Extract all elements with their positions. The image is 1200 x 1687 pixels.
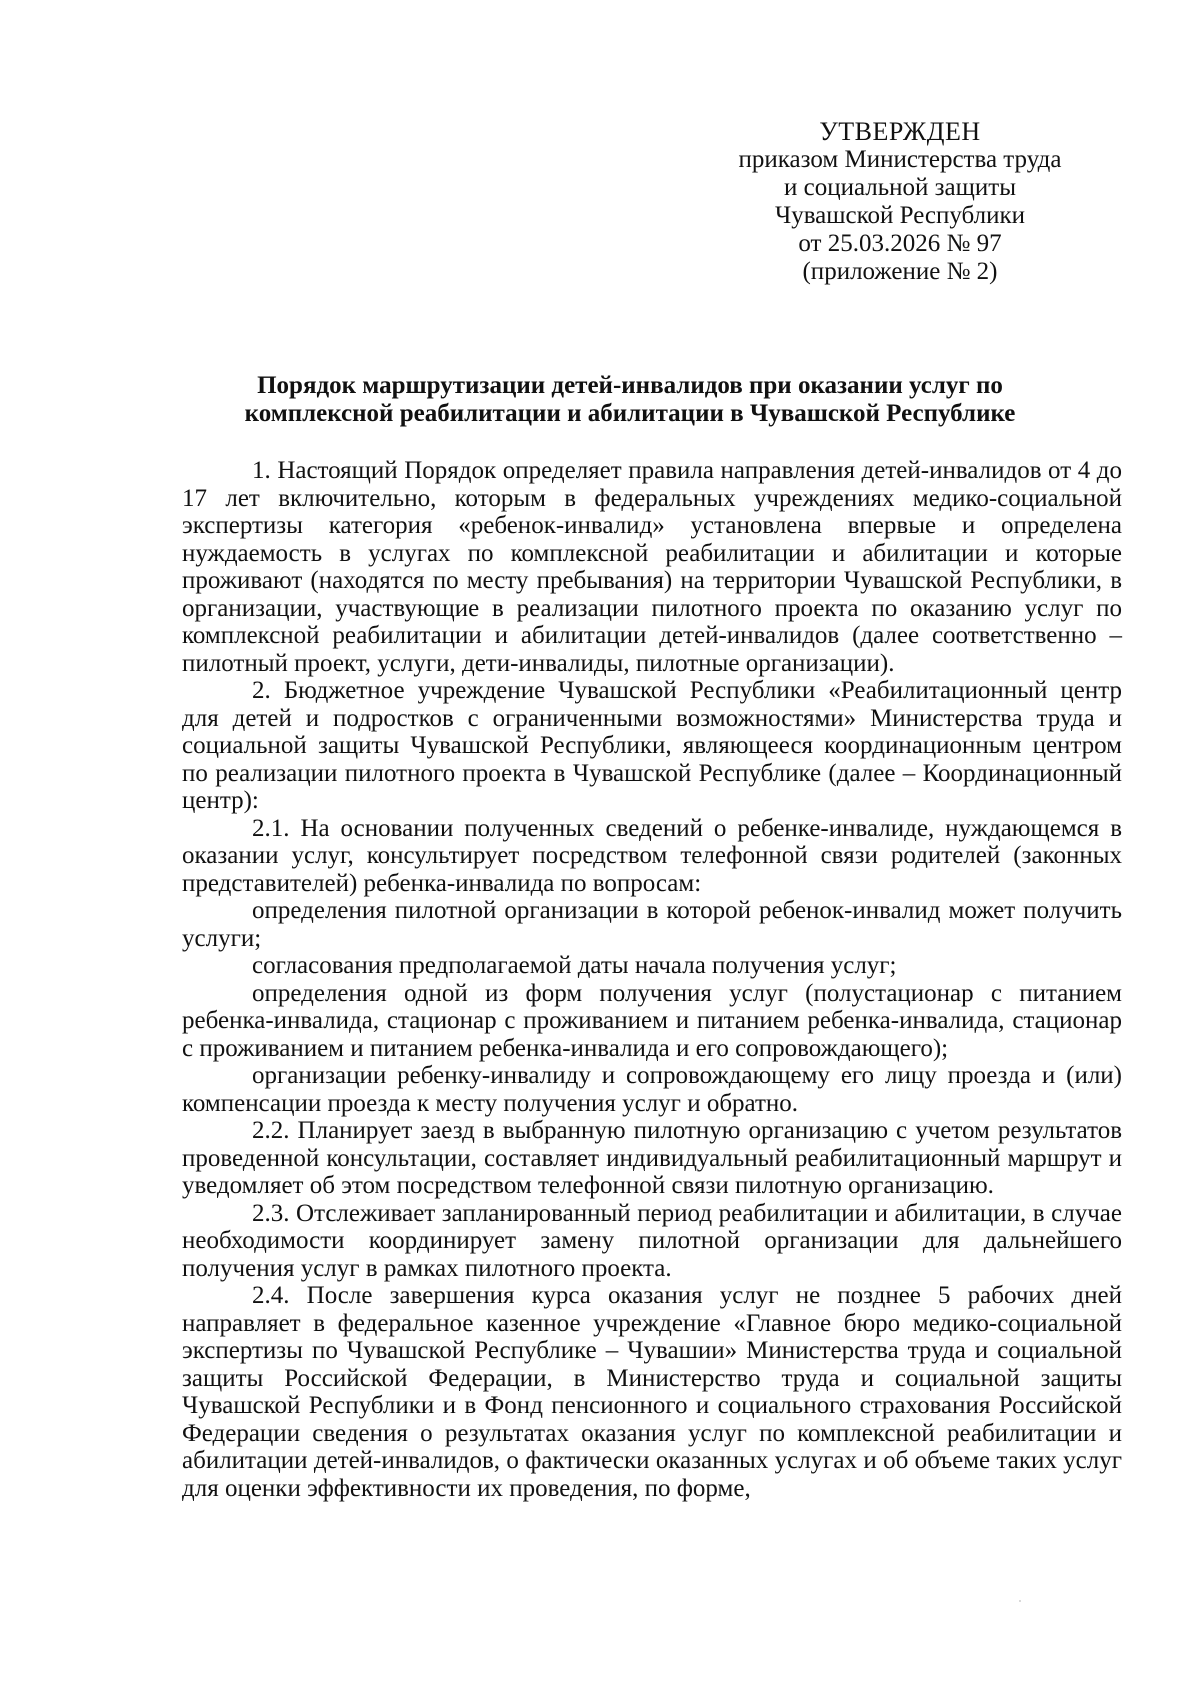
scan-artifact-dot (1019, 1600, 1021, 1602)
list-item: определения одной из форм получения услуг (полустационар с питанием ребенка-инвалида, стационар с проживанием и питанием ребенка-инвалида, стационар с проживанием и питанием ребенка-инвалида и его сопровождающего); (182, 979, 1122, 1062)
approval-appendix-note: (приложение № 2) (802, 258, 998, 285)
list-item: согласования предполагаемой даты начала получения услуг; (252, 952, 897, 979)
document-title-line: комплексной реабилитации и абилитации в Чувашской Республике (244, 400, 1016, 427)
approval-line: и социальной защиты (783, 174, 1016, 201)
list-item: организации ребенку-инвалиду и сопровождающему его лицу проезда и (или) компенсации проезда к месту получения услуг и обратно. (182, 1062, 1122, 1117)
document-title (180, 372, 1080, 428)
paragraph-2: 2. Бюджетное учреждение Чувашской Республики «Реабилитационный центр для детей и подростков с ограниченными возможностями» Министерства труда и социальной защиты Чувашской Республики, являющееся координационным центром по реализации пилотного проекта в Чувашской Республике (далее – Координационный центр): (182, 677, 1122, 814)
approval-line: приказом Министерства труда (738, 146, 1062, 173)
document-body (182, 457, 1122, 1502)
list-item: определения пилотной организации в которой ребенок-инвалид может получить услуги; (182, 897, 1122, 952)
paragraph-2-1: 2.1. На основании полученных сведений о ребенке-инвалиде, нуждающемся в оказании услуг, консультирует посредством телефонной связи родителей (законных представителей) ребенка-инвалида по вопросам: (182, 814, 1122, 897)
approval-line: Чувашской Республики (774, 202, 1026, 229)
approval-title: УТВЕРЖДЕН (819, 117, 981, 146)
document-title-line: Порядок маршрутизации детей-инвалидов при оказании услуг по (257, 372, 1003, 399)
paragraph-1: 1. Настоящий Порядок определяет правила направления детей-инвалидов от 4 до 17 лет включительно, которым в федеральных учреждениях медико-социальной экспертизы категория «ребенок-инвалид» установлена впервые и определена нуждаемость в услугах по комплексной реабилитации и абилитации и которые проживают (находятся по месту пребывания) на территории Чувашской Республики, в организации, участвующие в реализации пилотного проекта по оказанию услуг по комплексной реабилитации и абилитации детей-инвалидов (далее соответственно – пилотный проект, услуги, дети-инвалиды, пилотные организации). (182, 457, 1122, 677)
paragraph-2-2: 2.2. Планирует заезд в выбранную пилотную организацию с учетом результатов проведенной консультации, составляет индивидуальный реабилитационный маршрут и уведомляет об этом посредством телефонной связи пилотную организацию. (182, 1117, 1122, 1199)
approval-stamp-block (700, 118, 1100, 286)
paragraph-2-3: 2.3. Отслеживает запланированный период реабилитации и абилитации, в случае необходимости координирует замену пилотной организации для дальнейшего получения услуг в рамках пилотного проекта. (182, 1199, 1122, 1282)
paragraph-2-4: 2.4. После завершения курса оказания услуг не позднее 5 рабочих дней направляет в федеральное казенное учреждение «Главное бюро медико-социальной экспертизы по Чувашской Республике – Чувашии» Министерства труда и социальной защиты Российской Федерации, в Министерство труда и социальной защиты Чувашской Республики и в Фонд пенсионного и социального страхования Российской Федерации сведения о результатах оказания услуг по комплексной реабилитации и абилитации детей-инвалидов, о фактически оказанных услугах и об объеме таких услуг для оценки эффективности их проведения, по форме, (182, 1282, 1122, 1502)
approval-order-number: от 25.03.2026 № 97 (798, 230, 1002, 257)
